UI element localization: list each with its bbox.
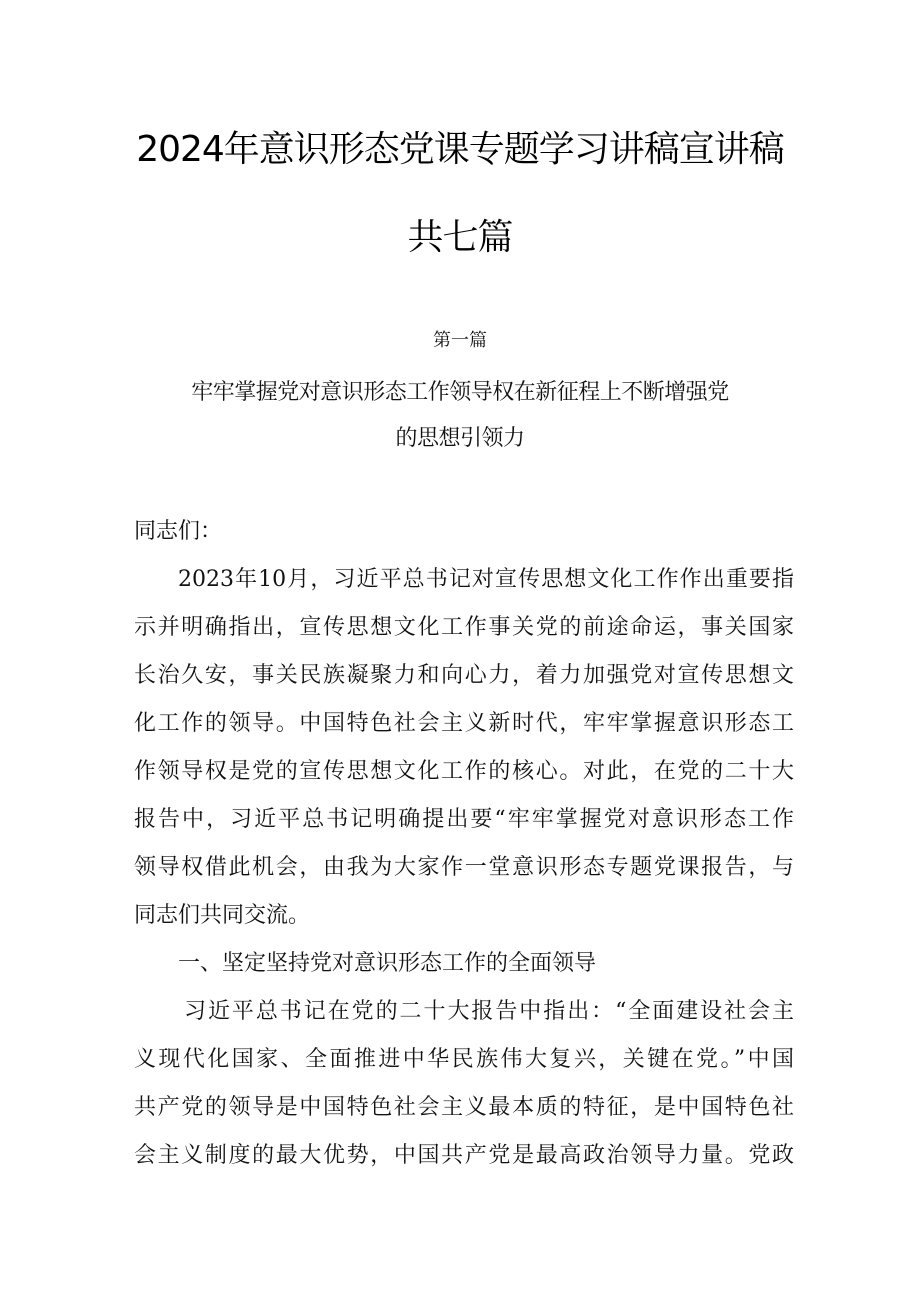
paragraph-2-line: 习近平总书记在党的二十大报告中指出：“全面建设社会主	[184, 999, 794, 1024]
article-title-line-1: 牢牢掌握党对意识形态工作领导权在新征程上不断增强党	[191, 380, 729, 405]
paragraph-1-line: 报告中，习近平总书记明确提出要“牢牢掌握党对意识形态工作	[134, 807, 794, 832]
paragraph-1-line: 化工作的领导。中国特色社会主义新时代，牢牢掌握意识形态工	[134, 711, 794, 736]
paragraph-2-line: 义现代化国家、全面推进中华民族伟大复兴，关键在党。”中国	[134, 1047, 794, 1072]
paragraph-1-line: 同志们共同交流。	[134, 903, 311, 928]
paragraph-1-line: 作领导权是党的宣传思想文化工作的核心。对此，在党的二十大	[134, 759, 794, 784]
section-heading: 一、坚定坚持党对意识形态工作的全面领导	[178, 951, 597, 976]
paragraph-2-line: 共产党的领导是中国特色社会主义最本质的特征，是中国特色社	[134, 1095, 794, 1120]
document-title-line-1: 2024年意识形态党课专题学习讲稿宣讲稿	[136, 129, 784, 170]
article-title-line-2: 的思想引领力	[395, 426, 525, 451]
paragraph-2-line: 会主义制度的最大优势，中国共产党是最高政治领导力量。党政	[134, 1143, 794, 1168]
paragraph-1-line: 领导权借此机会，由我为大家作一堂意识形态专题党课报告，与	[134, 855, 794, 880]
document-title-line-2: 共七篇	[407, 217, 513, 258]
paragraph-1-line: 2023年10月，习近平总书记对宣传思想文化工作作出重要指	[178, 567, 794, 592]
section-label: 第一篇	[433, 330, 487, 351]
paragraph-1-line: 示并明确指出，宣传思想文化工作事关党的前途命运，事关国家	[134, 615, 794, 640]
paragraph-1-line: 长治久安，事关民族凝聚力和向心力，着力加强党对宣传思想文	[134, 663, 794, 688]
salutation: 同志们：	[134, 519, 223, 544]
